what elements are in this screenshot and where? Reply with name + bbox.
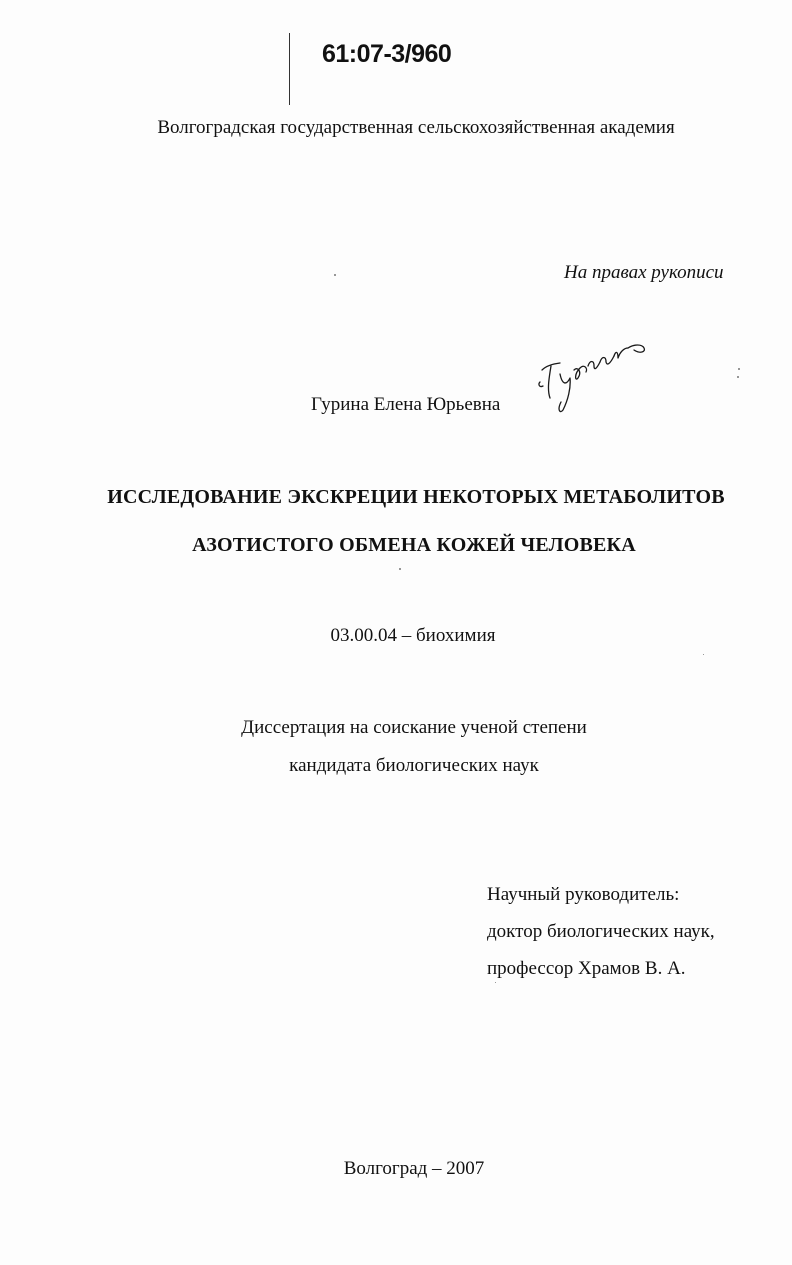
archive-code: 61:07-3/960: [322, 40, 452, 68]
city-year: Волгоград – 2007: [343, 1158, 485, 1179]
scan-speck: [737, 376, 739, 378]
rights-note: На правах рукописи: [564, 262, 724, 283]
specialty-code: 03.00.04 – биохимия: [330, 625, 496, 646]
margin-rule: [289, 33, 290, 105]
scan-speck: [399, 568, 401, 570]
scan-speck: [334, 274, 336, 276]
scan-speck: [703, 654, 704, 655]
thesis-title-line-2: АЗОТИСТОГО ОБМЕНА КОЖЕЙ ЧЕЛОВЕКА: [192, 534, 636, 556]
supervisor-label: Научный руководитель:: [487, 884, 680, 905]
scan-speck: [738, 368, 740, 370]
supervisor-degree: доктор биологических наук,: [487, 921, 715, 942]
dissertation-type-line-1: Диссертация на соискание ученой степени: [241, 717, 587, 738]
author-name: Гурина Елена Юрьевна: [311, 394, 501, 415]
thesis-title-line-1: ИССЛЕДОВАНИЕ ЭКСКРЕЦИИ НЕКОТОРЫХ МЕТАБОЛИТОВ: [107, 486, 725, 508]
scan-speck: [495, 982, 496, 983]
institution-name: Волгоградская государственная сельскохозяйственная академия: [157, 117, 675, 138]
supervisor-name: профессор Храмов В. А.: [487, 958, 686, 979]
supervisor-block: [487, 876, 715, 987]
author-signature: [530, 330, 660, 415]
dissertation-type-line-2: кандидата биологических наук: [289, 755, 539, 776]
